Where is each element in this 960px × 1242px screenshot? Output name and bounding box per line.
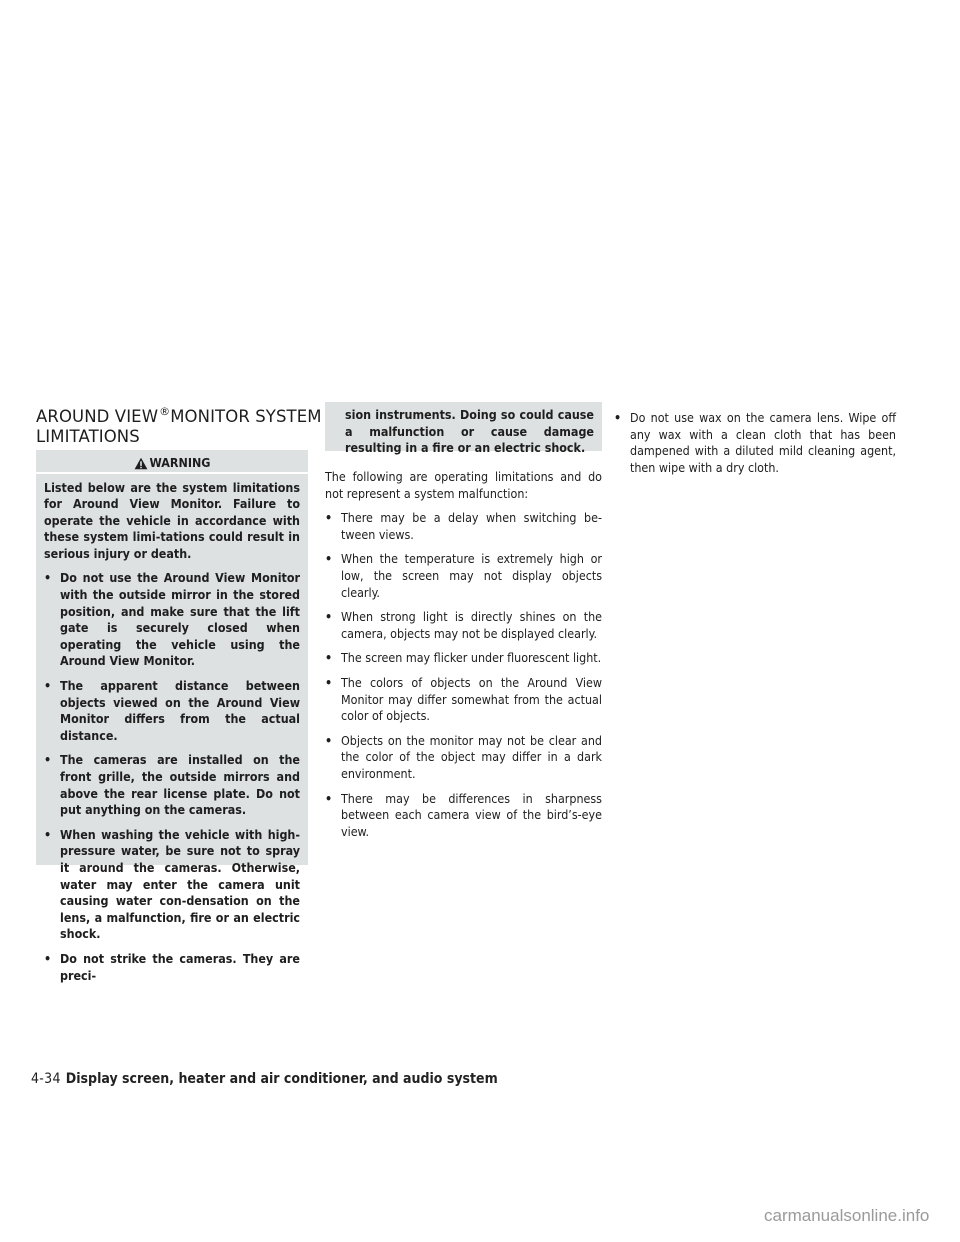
warning-item: • The cameras are installed on the front grille, the outside mirrors and above the rear license plate. Do not put anything on the cameras.	[44, 752, 300, 818]
section-heading	[36, 402, 326, 447]
bullet: •	[44, 950, 52, 966]
list-item: • When strong light is directly shines on the camera, objects may not be displayed clearly.	[325, 609, 602, 641]
list-item: • The colors of objects on the Around View Monitor may differ somewhat from the actual color of objects.	[325, 674, 602, 724]
limitations-list-continued	[614, 402, 896, 476]
warning-item: • Do not use the Around View Monitor with the outside mirror in the stored position, and make sure that the lift gate is securely closed when operating the vehicle using the Around View Monitor.	[44, 570, 300, 669]
bullet: •	[325, 551, 333, 567]
warning-item: • The apparent distance between objects viewed on the Around View Monitor differs from the actual distance.	[44, 678, 300, 743]
bullet: •	[325, 790, 333, 806]
warning-title-text: WARNING	[149, 454, 211, 470]
warning-item: • Do not strike the cameras. They are preci-	[44, 950, 300, 983]
bullet: •	[325, 510, 333, 526]
bullet: •	[325, 650, 333, 666]
warning-triangle-icon	[134, 457, 148, 470]
warning-continued-text: sion instruments. Doing so could cause a malfunction or cause damage resulting in a fire or an electric shock.	[345, 407, 594, 456]
bullet: •	[44, 752, 52, 768]
registered-mark: ®	[159, 405, 171, 418]
list-item: • There may be differences in sharpness between each camera view of the bird’s-eye view.	[325, 790, 602, 839]
bullet: •	[325, 609, 333, 625]
bullet: •	[325, 732, 333, 748]
heading-line1: AROUND VIEW	[36, 407, 159, 426]
list-item: • Do not use wax on the camera lens. Wipe off any wax with a clean cloth that has been dampened with a diluted mild cleaning agent, then wipe with a dry cloth.	[614, 410, 896, 475]
warning-item: • When washing the vehicle with high-pressure water, be sure not to spray it around the cameras. Otherwise, water may enter the camera unit causing water con-densation on the lens, a malfunction, fire or an electric shock.	[44, 826, 300, 942]
warning-title	[44, 450, 300, 472]
watermark: carmanualsonline.info	[764, 1206, 930, 1225]
heading-line2: LIMITATIONS	[36, 427, 140, 446]
bullet: •	[44, 678, 52, 694]
chapter-title: Display screen, heater and air conditioner, and audio system	[65, 1071, 498, 1087]
body-intro: The following are operating limitations and do not represent a system malfunction:	[325, 469, 602, 501]
warning-box-continued	[325, 402, 602, 456]
bullet: •	[614, 410, 622, 425]
limitations-list	[325, 469, 602, 840]
warning-box	[36, 450, 308, 983]
warning-divider	[36, 472, 308, 474]
list-item: • When the temperature is extremely high or low, the screen may not display objects clearly.	[325, 551, 602, 600]
bullet: •	[325, 674, 333, 690]
bullet: •	[44, 826, 52, 842]
warning-intro: Listed below are the system limitations for Around View Monitor. Failure to operate the vehicle in accordance with these system limi-tations could result in serious injury or death.	[44, 479, 300, 561]
list-item: • The screen may flicker under fluorescent light.	[325, 650, 602, 666]
page-footer	[31, 1070, 498, 1088]
page-number: 4-34	[31, 1071, 61, 1087]
list-item: • There may be a delay when switching be-tween views.	[325, 510, 602, 542]
heading-line1b: MONITOR SYSTEM	[170, 407, 322, 426]
list-item: • Objects on the monitor may not be clear and the color of the object may differ in a dark environment.	[325, 732, 602, 781]
bullet: •	[44, 570, 52, 586]
